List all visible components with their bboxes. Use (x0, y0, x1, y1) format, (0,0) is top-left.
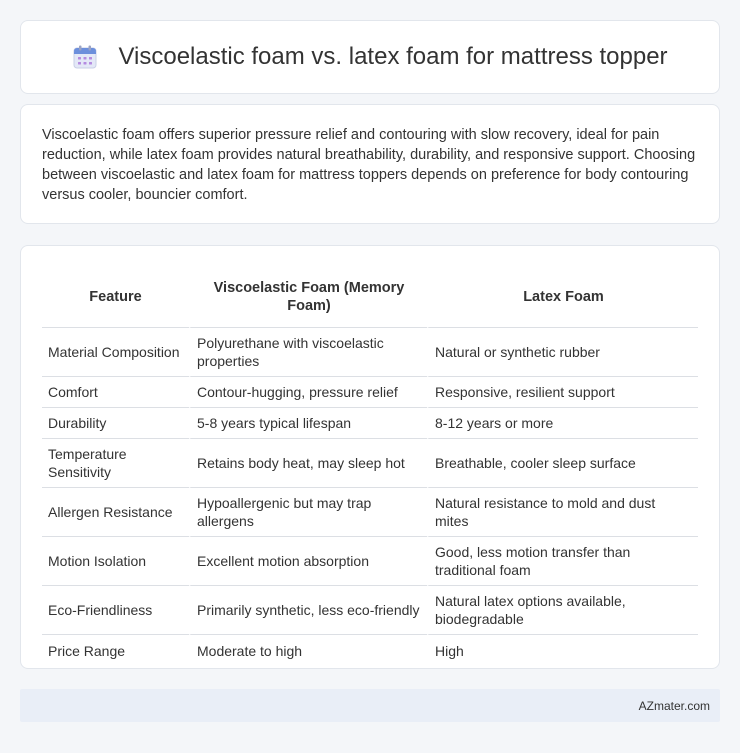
intro-text: Viscoelastic foam offers superior pressure relief and contouring with slow recovery, ideal for pain reduction, while latex foam provides natural breathability, durability, and responsive support. Choosing between viscoelastic and latex foam for mattress toppers depends on preference for body contouring versus cooler, bouncier comfort. (42, 127, 696, 203)
feature-cell: Motion Isolation (42, 537, 189, 586)
header-feature: Feature (42, 266, 189, 328)
viscoelastic-cell: Polyurethane with viscoelastic properties (189, 328, 427, 377)
latex-cell: Good, less motion transfer than traditional foam (427, 537, 698, 586)
header-latex: Latex Foam (427, 266, 698, 328)
latex-cell: High (427, 635, 698, 666)
table-row (42, 537, 698, 586)
viscoelastic-cell: Contour-hugging, pressure relief (189, 377, 427, 408)
comparison-table-card (20, 245, 720, 669)
table-row (42, 439, 698, 488)
table-row (42, 377, 698, 408)
title-card (20, 20, 720, 94)
footer-site-link[interactable]: AZmater.com (638, 698, 710, 713)
viscoelastic-cell: Primarily synthetic, less eco-friendly (189, 586, 427, 635)
latex-cell: Breathable, cooler sleep surface (427, 439, 698, 488)
table-header-row (42, 266, 698, 328)
latex-cell: Natural or synthetic rubber (427, 328, 698, 377)
page-title: Viscoelastic foam vs. latex foam for mattress topper (118, 43, 668, 70)
latex-cell: Natural latex options available, biodegradable (427, 586, 698, 635)
feature-cell: Durability (42, 408, 189, 439)
table-row (42, 328, 698, 377)
feature-cell: Price Range (48, 642, 126, 659)
latex-cell: Natural resistance to mold and dust mites (427, 488, 698, 537)
table-row (42, 635, 698, 666)
table-row (42, 586, 698, 635)
intro-card (20, 104, 720, 224)
viscoelastic-cell: Retains body heat, may sleep hot (189, 439, 427, 488)
comparison-table (42, 266, 698, 666)
calendar-icon (72, 44, 98, 70)
table-row (42, 488, 698, 537)
viscoelastic-cell: Hypoallergenic but may trap allergens (189, 488, 427, 537)
viscoelastic-cell: Moderate to high (189, 635, 427, 666)
viscoelastic-cell: Excellent motion absorption (189, 537, 427, 586)
feature-cell: Comfort (42, 377, 189, 408)
feature-cell: Allergen Resistance (42, 488, 189, 537)
footer (20, 689, 720, 722)
table-row (42, 408, 698, 439)
header-viscoelastic: Viscoelastic Foam (Memory Foam) (189, 266, 427, 328)
latex-cell: Responsive, resilient support (427, 377, 698, 408)
latex-cell: 8-12 years or more (427, 408, 698, 439)
viscoelastic-cell: 5-8 years typical lifespan (189, 408, 427, 439)
feature-cell: Material Composition (42, 328, 189, 377)
feature-cell: Temperature Sensitivity (42, 439, 189, 488)
feature-cell: Eco-Friendliness (42, 586, 189, 635)
